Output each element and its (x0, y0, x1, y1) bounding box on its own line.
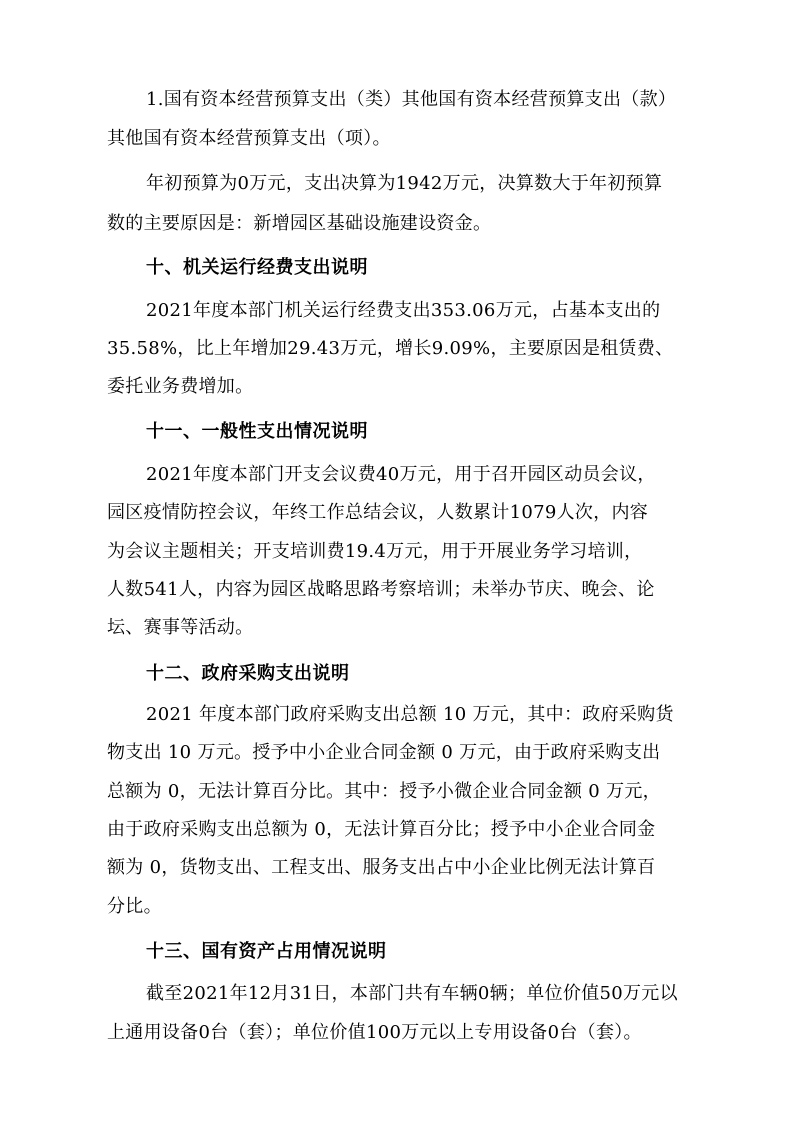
paragraph-line: 额为 0，货物支出、工程支出、服务支出占中小企业比例无法计算百 (107, 857, 656, 878)
paragraph-line: 坛、赛事等活动。 (107, 617, 254, 638)
paragraph-line: 数的主要原因是：新增园区基础设施建设资金。 (107, 213, 492, 234)
section-heading: 十一、一般性支出情况说明 (146, 421, 368, 442)
paragraph-line: 2021年度本部门机关运行经费支出353.06万元，占基本支出的 (146, 300, 661, 321)
paragraph-line: 2021 年度本部门政府采购支出总额 10 万元，其中：政府采购货 (146, 704, 674, 725)
paragraph-line: 总额为 0，无法计算百分比。其中：授予小微企业合同金额 0 万元， (107, 781, 661, 802)
paragraph-line: 1.国有资本经营预算支出（类）其他国有资本经营预算支出（款） (146, 89, 677, 110)
section-heading: 十二、政府采购支出说明 (146, 663, 350, 684)
paragraph-line: 物支出 10 万元。授予中小企业合同金额 0 万元，由于政府采购支出 (107, 742, 661, 763)
paragraph-line: 人数541人，内容为园区战略思路考察培训；未举办节庆、晚会、论 (107, 579, 655, 600)
paragraph-line: 上通用设备0台（套）；单位价值100万元以上专用设备0台（套）。 (107, 1022, 642, 1043)
paragraph-line: 委托业务费增加。 (107, 376, 254, 397)
paragraph-line: 2021年度本部门开支会议费40万元，用于召开园区动员会议， (146, 464, 656, 485)
paragraph-line: 园区疫情防控会议，年终工作总结会议，人数累计1079人次，内容 (107, 502, 649, 523)
section-heading: 十、机关运行经费支出说明 (146, 257, 368, 278)
paragraph-line: 截至2021年12月31日，本部门共有车辆0辆；单位价值50万元以 (146, 983, 678, 1004)
paragraph-line: 由于政府采购支出总额为 0，无法计算百分比；授予中小企业合同金 (107, 819, 656, 840)
paragraph-line: 年初预算为0万元，支出决算为1942万元，决算数大于年初预算 (146, 173, 663, 194)
paragraph-line: 其他国有资本经营预算支出（项）。 (107, 128, 391, 149)
paragraph-line: 分比。 (107, 896, 162, 917)
paragraph-line: 35.58%，比上年增加29.43万元，增长9.09%，主要原因是租赁费、 (107, 338, 674, 359)
section-heading: 十三、国有资产占用情况说明 (146, 941, 387, 962)
paragraph-line: 为会议主题相关；开支培训费19.4万元，用于开展业务学习培训， (107, 541, 643, 562)
